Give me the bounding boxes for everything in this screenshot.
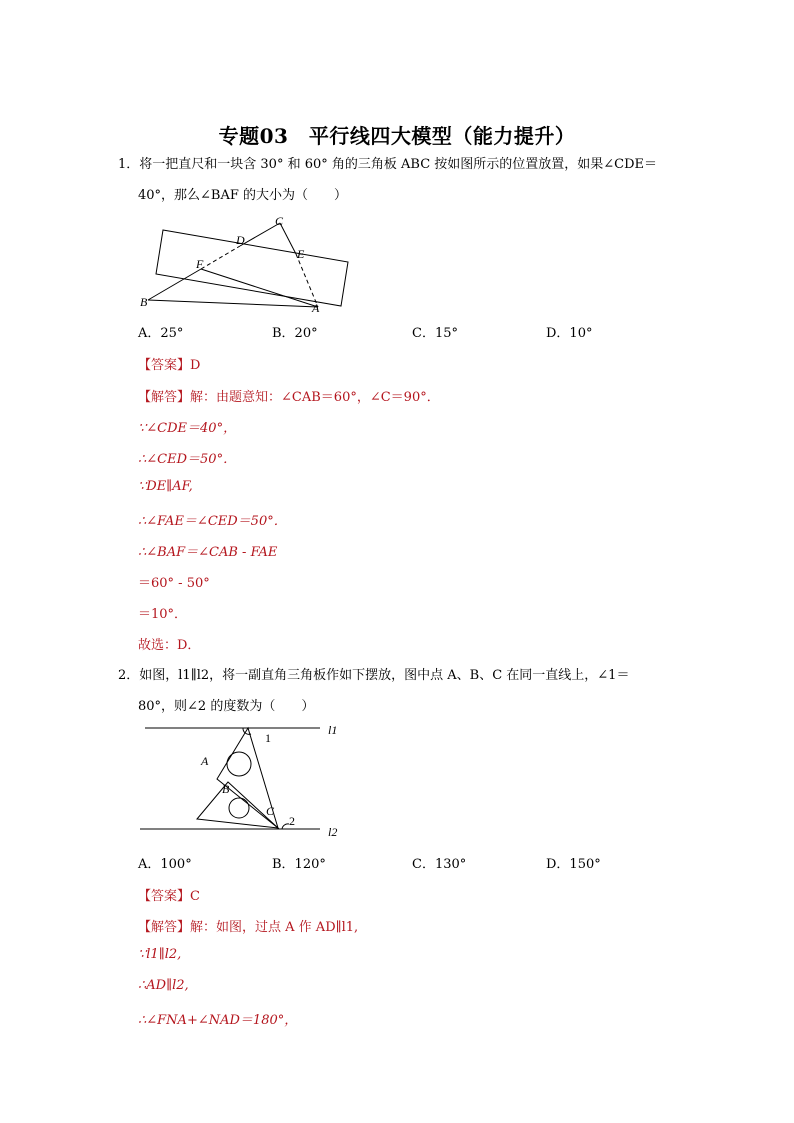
- q1-answer-label: 【答案】: [138, 358, 191, 373]
- label-c: C: [275, 214, 284, 228]
- q2-stem-line2: 80°，则∠2 的度数为（ ）: [138, 699, 315, 714]
- lower-circle: [229, 798, 249, 818]
- q1-solution-line-9: 故选：D．: [138, 638, 201, 653]
- q2-option-a: A．100°: [138, 857, 192, 872]
- label-c: C: [266, 804, 275, 818]
- q1-solution-line-4: ∵DE∥AF,: [138, 479, 193, 494]
- q1-figure: [130, 210, 360, 320]
- q2-option-c: C．130°: [412, 857, 467, 872]
- label-a: A: [201, 754, 209, 768]
- triangle-side-ba: [148, 300, 318, 307]
- page-title: 专题03 平行线四大模型（能力提升）: [218, 124, 576, 148]
- label-b: B: [222, 782, 230, 796]
- q2-option-d: D．150°: [546, 857, 601, 872]
- q2-solution-line-4: ∴∠FNA+∠NAD＝180°，: [138, 1013, 298, 1028]
- q2-answer: [138, 885, 200, 904]
- q2-solution-line-3: ∴AD∥l2,: [138, 978, 189, 993]
- q2-answer-label: 【答案】: [138, 889, 191, 904]
- q2-solution-line-1: [138, 916, 358, 935]
- q1-solution-line-1: [138, 386, 440, 405]
- q1-solution-line-8: ＝10°．: [138, 607, 188, 622]
- ruler-shape: [156, 230, 348, 306]
- label-e: E: [297, 247, 305, 261]
- label-l1: l1: [328, 723, 338, 737]
- q1-solution-line-7: ＝60° - 50°: [138, 576, 210, 591]
- upper-circle: [227, 752, 251, 776]
- q2-stem-line1: 2．如图，l1∥l2，将一副直角三角板作如下摆放，图中点 A、B、C 在同一直线上，∠1＝: [118, 668, 630, 683]
- q1-stem-line1: 1．将一把直尺和一块含 30° 和 60° 角的三角板 ABC 按如图所示的位置放置，如果∠CDE＝: [118, 157, 658, 172]
- q1-answer-value: D: [190, 358, 201, 373]
- q2-option-b: B．120°: [272, 857, 326, 872]
- q2-solution-line-2: ∵l1∥l2,: [138, 947, 182, 962]
- label-a: A: [312, 301, 320, 315]
- q1-solution-text-1: 解：由题意知：∠CAB＝60°，∠C＝90°．: [190, 390, 440, 405]
- q2-solution-text-1: 解：如图，过点 A 作 AD∥l1,: [190, 920, 359, 935]
- q1-option-c: C．15°: [412, 326, 458, 341]
- q1-solution-line-2: ∵∠CDE＝40°，: [138, 421, 237, 436]
- q2-analysis-label: 【解答】: [138, 920, 191, 935]
- triangle-hidden-fd: [201, 246, 240, 269]
- angle-2-arc: [282, 824, 289, 829]
- q1-analysis-label: 【解答】: [138, 390, 191, 405]
- q1-answer: [138, 354, 200, 373]
- label-2: 2: [289, 814, 295, 828]
- label-d: D: [236, 233, 245, 247]
- triangle-side-dc: [240, 223, 280, 246]
- label-l2: l2: [328, 825, 338, 839]
- q2-figure: [135, 715, 350, 840]
- label-f: F: [196, 257, 204, 271]
- q1-solution-line-3: ∴∠CED＝50°．: [138, 452, 237, 467]
- q1-solution-line-5: ∴∠FAE＝∠CED＝50°．: [138, 514, 287, 529]
- q1-solution-line-6: ∴∠BAF＝∠CAB - FAE: [138, 545, 278, 560]
- label-1: 1: [265, 731, 271, 745]
- q1-option-d: D．10°: [546, 326, 593, 341]
- q1-option-b: B．20°: [272, 326, 318, 341]
- label-b: B: [140, 295, 148, 309]
- q1-stem-line2: 40°，那么∠BAF 的大小为（ ）: [138, 188, 348, 203]
- q2-answer-value: C: [190, 889, 200, 904]
- segment-af: [201, 269, 318, 307]
- q1-option-a: A．25°: [138, 326, 184, 341]
